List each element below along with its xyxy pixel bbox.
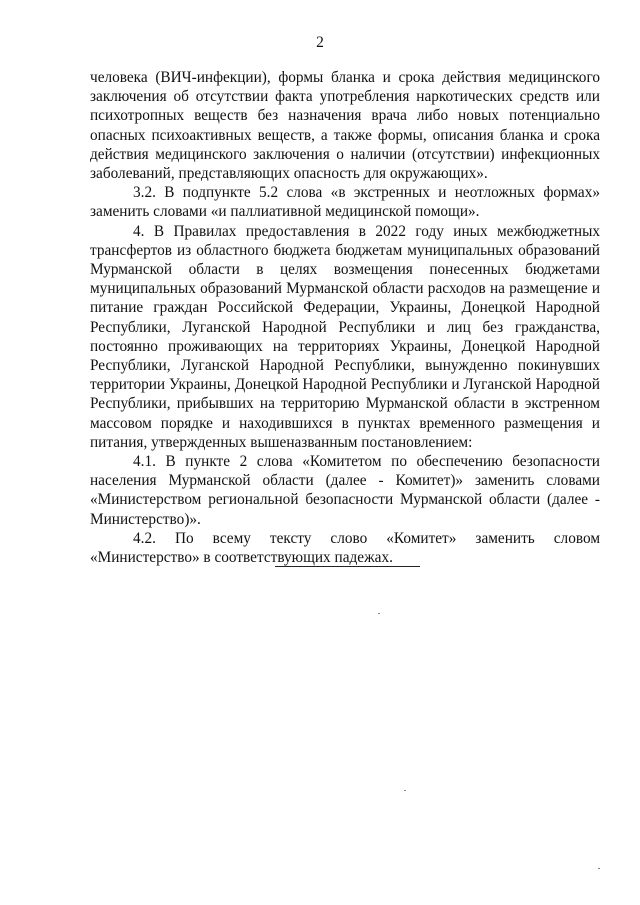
paragraph-3-2: 3.2. В подпункте 5.2 слова «в экстренных и неотложных формах» заменить словами «и паллиативной медицинской помощи». — [90, 184, 600, 221]
paragraph-4-1: 4.1. В пункте 2 слова «Комитетом по обеспечению безопасности населения Мурманской области (далее - Комитет)» заменить словами «Министерством региональной безопасности Мурманской области (далее - Министерство)». — [90, 453, 600, 528]
paragraph-4-2: 4.2. По всему тексту слово «Комитет» заменить словом «Министерство» в соответствующих падежах. — [90, 529, 600, 567]
paragraph-continuation: человека (ВИЧ-инфекции), формы бланка и срока действия медицинского заключения об отсутствии факта употребления наркотических средств или психотропных веществ без назначения врача либо новых потенциально опасных психоактивных веществ, а также формы, описания бланка и срока действия медицинского заключения о наличии (отсутствии) инфекционных заболеваний, представляющих опасность для окружающих». — [90, 69, 600, 183]
paragraph-4: 4. В Правилах предоставления в 2022 году иных межбюджетных трансфертов из областного бюджета бюджетам муниципальных образований Мурманской области в целях возмещения понесенных бюджетами муниципальных образований Мурманской области расходов на размещение и питание граждан Российской Федерации, Украины, Донецкой Народной Республики, Луганской Народной Республики и лиц без гражданства, постоянно проживающих на территориях Украины, Донецкой Народной Республики, Луганской Народной Республики, вынужденно покинувших территории Украины, Донецкой Народной Республики и Луганской Народной Республики, прибывших на территорию Мурманской области в экстренном массовом порядке и находившихся в пунктах временного размещения и питания, утвержденных вышеназванным постановлением: — [90, 222, 600, 451]
document-body — [90, 68, 600, 567]
scan-speck — [598, 868, 600, 869]
end-separator-line — [275, 566, 420, 567]
scan-speck — [378, 613, 380, 614]
page-number: 2 — [316, 34, 324, 51]
scan-speck — [404, 790, 406, 791]
